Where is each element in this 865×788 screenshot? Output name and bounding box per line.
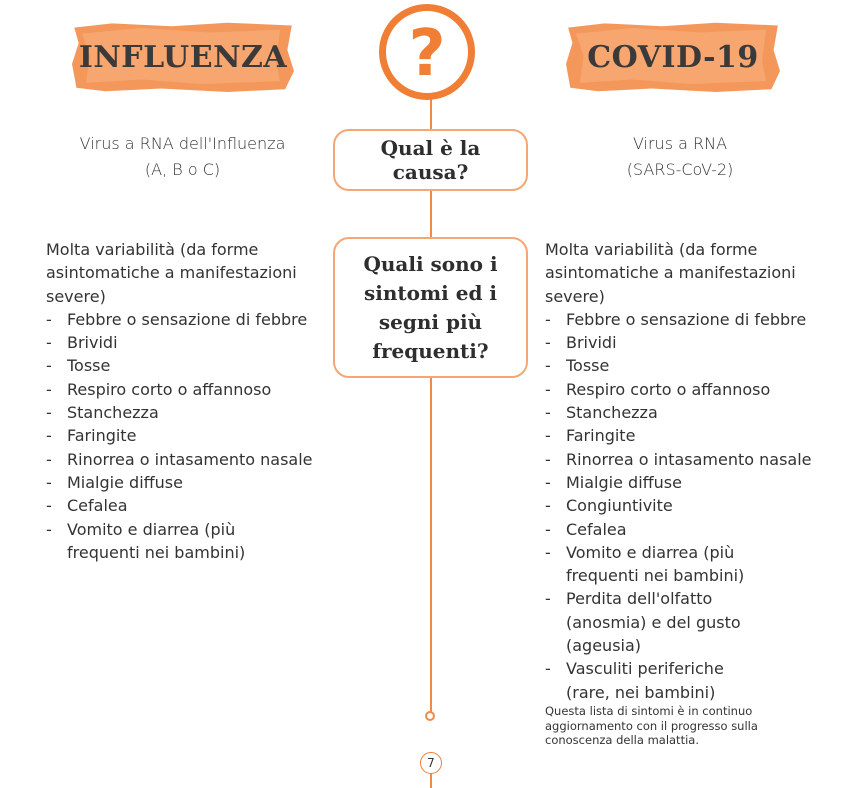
question-mark-icon: ? (379, 4, 475, 100)
symptoms-note: Questa lista di sintomi è in continuo aggiornamento con il progresso sulla conoscenza della malattia. (545, 704, 758, 747)
list-item: - Vasculiti periferiche (rare, nei bambini) (545, 657, 766, 704)
list-item: - Perdita dell'olfatto (anosmia) e del gusto (ageusia) (545, 587, 796, 657)
list-item: - Rinorrea o intasamento nasale (46, 448, 321, 471)
list-item: - Congiuntivite (545, 494, 820, 517)
list-item: - Tosse (545, 354, 820, 377)
covid-symptom-list (545, 308, 820, 704)
list-item: - Febbre o sensazione di febbre (545, 308, 820, 331)
list-item: - Rinorrea o intasamento nasale (545, 448, 820, 471)
center-line-top (430, 96, 432, 130)
list-item: - Febbre o sensazione di febbre (46, 308, 321, 331)
list-item: - Mialgie diffuse (545, 471, 820, 494)
list-item: - Tosse (46, 354, 321, 377)
symptoms-question-box (333, 237, 528, 378)
timeline-end-dot (425, 711, 435, 721)
influenza-title-banner (72, 22, 294, 92)
list-item: - Stanchezza (46, 401, 321, 424)
list-item: - Brividi (46, 331, 321, 354)
center-line-mid (430, 190, 432, 238)
influenza-intro: Molta variabilità (da forme asintomatiche a manifestazioni severe) (46, 240, 297, 306)
list-item: - Faringite (46, 424, 321, 447)
center-line-page (430, 774, 432, 788)
influenza-cause-line-1: Virus a RNA dell'Influenza (79, 134, 286, 153)
influenza-cause-line-2: (A, B o C) (144, 160, 221, 179)
page-number: 7 (420, 752, 442, 774)
influenza-cause (60, 131, 305, 183)
center-line-bottom (430, 378, 432, 712)
covid-cause (575, 131, 785, 183)
list-item: - Respiro corto o affannoso (545, 378, 820, 401)
list-item: - Brividi (545, 331, 820, 354)
covid-title: COVID-19 (587, 39, 759, 75)
influenza-title: INFLUENZA (78, 39, 288, 75)
symptoms-question: Quali sono i sintomi ed i segni più frequenti? (363, 251, 498, 363)
influenza-symptoms (46, 238, 321, 564)
cause-question: Qual è la causa? (380, 136, 481, 184)
list-item: - Faringite (545, 424, 820, 447)
covid-intro: Molta variabilità (da forme asintomatiche a manifestazioni severe) (545, 240, 796, 306)
list-item: - Cefalea (46, 494, 321, 517)
list-item: - Cefalea (545, 518, 820, 541)
list-item: - Mialgie diffuse (46, 471, 321, 494)
list-item: - Respiro corto o affannoso (46, 378, 321, 401)
list-item: - Vomito e diarrea (più frequenti nei bambini) (46, 518, 297, 565)
influenza-symptom-list (46, 308, 321, 564)
covid-symptoms (545, 238, 820, 704)
list-item: - Stanchezza (545, 401, 820, 424)
list-item: - Vomito e diarrea (più frequenti nei bambini) (545, 541, 796, 588)
covid-cause-line-1: Virus a RNA (632, 134, 728, 153)
covid-cause-line-2: (SARS-CoV-2) (626, 160, 734, 179)
covid-title-banner (566, 22, 780, 92)
cause-question-box (333, 129, 528, 191)
